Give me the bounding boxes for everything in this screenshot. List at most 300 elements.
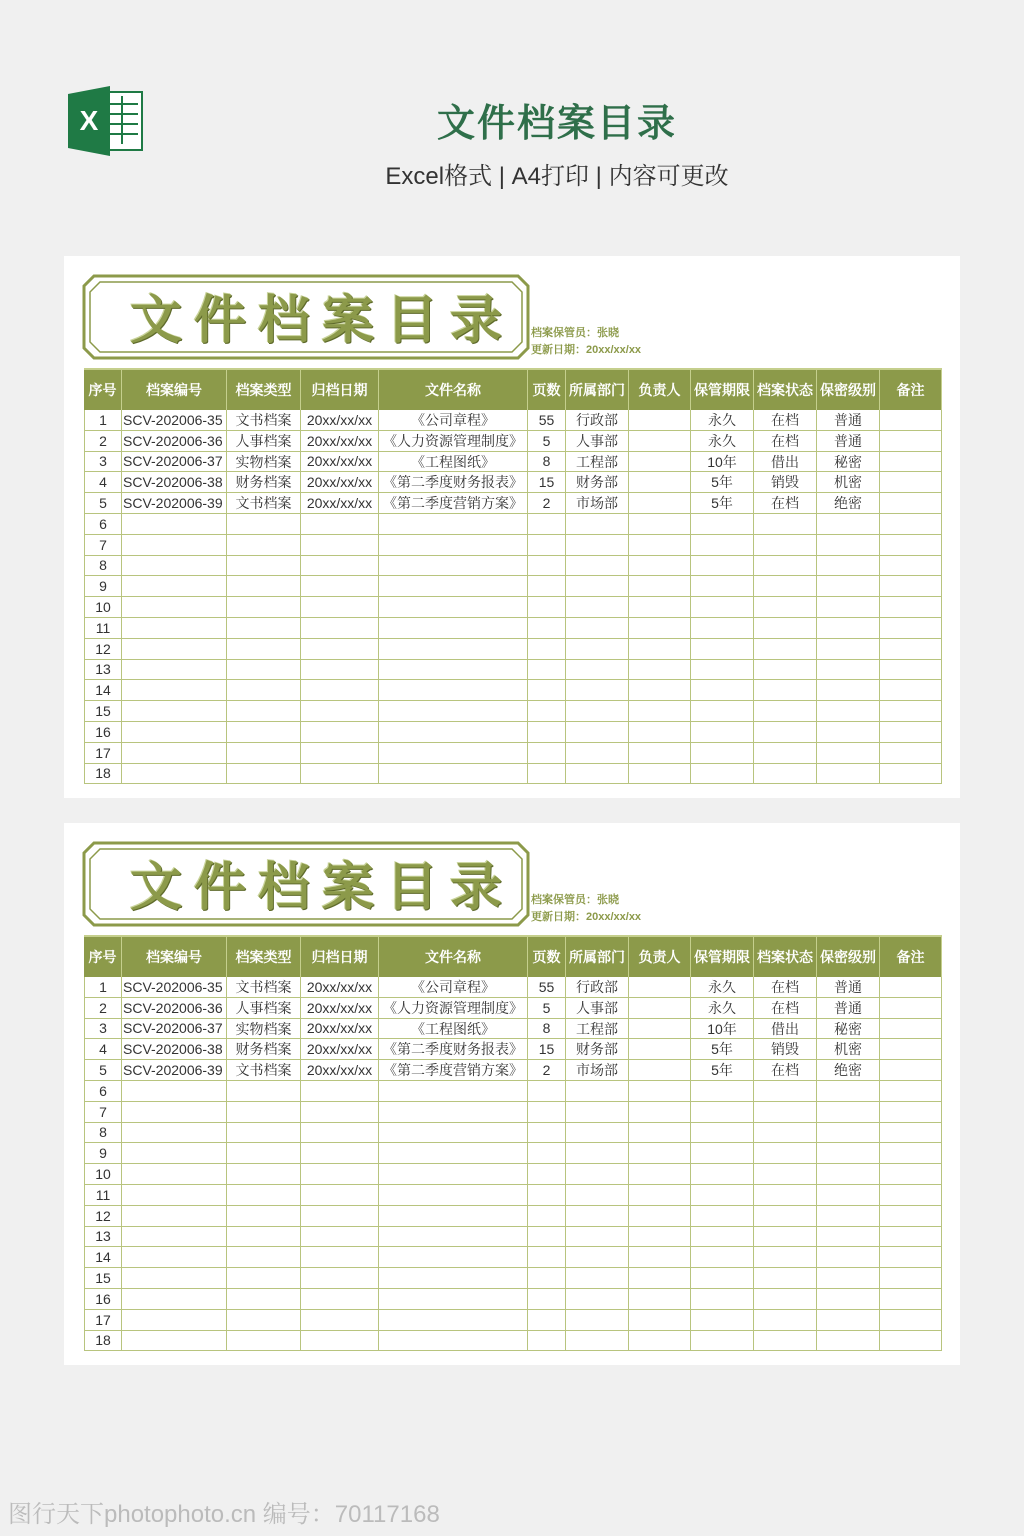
table-cell[interactable] bbox=[122, 1247, 227, 1267]
table-cell[interactable]: 13 bbox=[84, 660, 122, 680]
table-cell[interactable] bbox=[880, 1331, 942, 1351]
table-cell[interactable] bbox=[227, 597, 301, 617]
table-cell[interactable]: 5年 bbox=[691, 493, 754, 513]
table-cell[interactable] bbox=[122, 680, 227, 700]
table-cell[interactable]: 《人力资源管理制度》 bbox=[379, 998, 528, 1018]
table-cell[interactable]: 人事部 bbox=[566, 431, 629, 451]
table-cell[interactable] bbox=[880, 1039, 942, 1059]
table-cell[interactable]: 5 bbox=[528, 431, 566, 451]
table-cell[interactable] bbox=[528, 597, 566, 617]
table-cell[interactable] bbox=[528, 1268, 566, 1288]
table-cell[interactable] bbox=[566, 514, 629, 534]
column-header[interactable]: 保管期限 bbox=[691, 370, 754, 410]
table-cell[interactable] bbox=[754, 701, 817, 721]
table-cell[interactable]: 11 bbox=[84, 618, 122, 638]
table-cell[interactable] bbox=[817, 556, 880, 576]
table-cell[interactable] bbox=[227, 1206, 301, 1226]
table-cell[interactable]: 秘密 bbox=[817, 1019, 880, 1039]
table-cell[interactable]: 20xx/xx/xx bbox=[301, 1019, 379, 1039]
column-header[interactable]: 负责人 bbox=[629, 370, 691, 410]
table-cell[interactable] bbox=[528, 535, 566, 555]
table-cell[interactable] bbox=[817, 722, 880, 742]
table-cell[interactable] bbox=[629, 1123, 691, 1143]
table-cell[interactable] bbox=[227, 722, 301, 742]
table-cell[interactable] bbox=[629, 1289, 691, 1309]
table-cell[interactable] bbox=[528, 639, 566, 659]
table-cell[interactable] bbox=[629, 1102, 691, 1122]
table-cell[interactable]: 20xx/xx/xx bbox=[301, 431, 379, 451]
table-cell[interactable]: 1 bbox=[84, 977, 122, 997]
table-cell[interactable] bbox=[880, 1081, 942, 1101]
table-cell[interactable]: 文书档案 bbox=[227, 410, 301, 430]
table-cell[interactable] bbox=[301, 660, 379, 680]
table-cell[interactable] bbox=[528, 660, 566, 680]
table-cell[interactable] bbox=[301, 1247, 379, 1267]
table-cell[interactable] bbox=[301, 535, 379, 555]
table-cell[interactable]: 普通 bbox=[817, 977, 880, 997]
table-cell[interactable] bbox=[528, 1289, 566, 1309]
table-cell[interactable] bbox=[629, 1019, 691, 1039]
table-cell[interactable] bbox=[629, 1331, 691, 1351]
table-cell[interactable] bbox=[880, 1268, 942, 1288]
table-cell[interactable] bbox=[379, 1143, 528, 1163]
table-cell[interactable] bbox=[817, 535, 880, 555]
table-cell[interactable] bbox=[817, 1289, 880, 1309]
table-cell[interactable] bbox=[880, 722, 942, 742]
table-cell[interactable] bbox=[301, 1227, 379, 1247]
table-cell[interactable] bbox=[754, 618, 817, 638]
table-cell[interactable] bbox=[629, 722, 691, 742]
table-cell[interactable] bbox=[566, 535, 629, 555]
table-cell[interactable] bbox=[227, 1310, 301, 1330]
table-cell[interactable]: 2 bbox=[528, 493, 566, 513]
table-cell[interactable] bbox=[379, 576, 528, 596]
table-cell[interactable] bbox=[379, 1185, 528, 1205]
table-cell[interactable] bbox=[629, 431, 691, 451]
table-cell[interactable] bbox=[817, 597, 880, 617]
table-cell[interactable] bbox=[880, 1123, 942, 1143]
table-cell[interactable] bbox=[528, 1164, 566, 1184]
table-cell[interactable] bbox=[528, 1206, 566, 1226]
table-cell[interactable]: 永久 bbox=[691, 410, 754, 430]
table-cell[interactable]: 人事部 bbox=[566, 998, 629, 1018]
table-cell[interactable]: 5 bbox=[84, 1060, 122, 1080]
table-cell[interactable] bbox=[880, 1143, 942, 1163]
table-cell[interactable]: 15 bbox=[84, 1268, 122, 1288]
table-cell[interactable]: 工程部 bbox=[566, 452, 629, 472]
table-cell[interactable] bbox=[301, 1310, 379, 1330]
table-cell[interactable] bbox=[629, 1310, 691, 1330]
table-cell[interactable]: 5年 bbox=[691, 1039, 754, 1059]
table-cell[interactable]: 人事档案 bbox=[227, 998, 301, 1018]
table-cell[interactable] bbox=[227, 618, 301, 638]
table-cell[interactable]: 5 bbox=[84, 493, 122, 513]
table-cell[interactable] bbox=[691, 1164, 754, 1184]
table-cell[interactable] bbox=[754, 680, 817, 700]
table-cell[interactable] bbox=[629, 452, 691, 472]
table-cell[interactable] bbox=[691, 1331, 754, 1351]
table-cell[interactable] bbox=[691, 576, 754, 596]
table-cell[interactable]: 20xx/xx/xx bbox=[301, 410, 379, 430]
table-cell[interactable] bbox=[754, 1185, 817, 1205]
table-cell[interactable] bbox=[301, 722, 379, 742]
table-cell[interactable]: 普通 bbox=[817, 998, 880, 1018]
table-cell[interactable] bbox=[122, 1102, 227, 1122]
table-cell[interactable] bbox=[691, 1123, 754, 1143]
table-cell[interactable] bbox=[880, 1185, 942, 1205]
table-cell[interactable] bbox=[691, 701, 754, 721]
table-cell[interactable] bbox=[754, 576, 817, 596]
table-cell[interactable] bbox=[754, 1247, 817, 1267]
table-cell[interactable]: 20xx/xx/xx bbox=[301, 493, 379, 513]
table-cell[interactable]: 8 bbox=[528, 452, 566, 472]
table-cell[interactable]: 4 bbox=[84, 472, 122, 492]
table-cell[interactable] bbox=[379, 1081, 528, 1101]
column-header[interactable]: 归档日期 bbox=[301, 937, 379, 977]
column-header[interactable]: 档案编号 bbox=[122, 937, 227, 977]
table-cell[interactable] bbox=[122, 1164, 227, 1184]
table-cell[interactable]: 6 bbox=[84, 514, 122, 534]
table-cell[interactable] bbox=[379, 743, 528, 763]
column-header[interactable]: 序号 bbox=[84, 937, 122, 977]
table-cell[interactable]: 8 bbox=[84, 556, 122, 576]
table-cell[interactable]: 文书档案 bbox=[227, 493, 301, 513]
table-cell[interactable]: 55 bbox=[528, 977, 566, 997]
table-cell[interactable] bbox=[227, 680, 301, 700]
table-cell[interactable] bbox=[301, 556, 379, 576]
table-cell[interactable] bbox=[566, 1289, 629, 1309]
table-cell[interactable] bbox=[301, 514, 379, 534]
table-cell[interactable]: 行政部 bbox=[566, 977, 629, 997]
table-cell[interactable] bbox=[566, 1227, 629, 1247]
table-cell[interactable] bbox=[691, 1247, 754, 1267]
table-cell[interactable] bbox=[227, 576, 301, 596]
table-cell[interactable] bbox=[880, 1102, 942, 1122]
column-header[interactable]: 备注 bbox=[880, 937, 942, 977]
table-cell[interactable]: 9 bbox=[84, 1143, 122, 1163]
table-cell[interactable] bbox=[691, 1081, 754, 1101]
table-cell[interactable] bbox=[379, 701, 528, 721]
table-cell[interactable] bbox=[817, 576, 880, 596]
table-cell[interactable] bbox=[629, 1060, 691, 1080]
table-cell[interactable]: SCV-202006-38 bbox=[122, 472, 227, 492]
table-cell[interactable]: 《工程图纸》 bbox=[379, 452, 528, 472]
table-cell[interactable] bbox=[691, 680, 754, 700]
table-cell[interactable] bbox=[691, 1206, 754, 1226]
table-cell[interactable] bbox=[528, 1185, 566, 1205]
table-cell[interactable] bbox=[817, 680, 880, 700]
table-cell[interactable] bbox=[880, 1310, 942, 1330]
table-cell[interactable]: 绝密 bbox=[817, 493, 880, 513]
table-cell[interactable]: 10 bbox=[84, 1164, 122, 1184]
table-cell[interactable]: 在档 bbox=[754, 1060, 817, 1080]
table-cell[interactable] bbox=[528, 680, 566, 700]
column-header[interactable]: 档案类型 bbox=[227, 370, 301, 410]
table-cell[interactable] bbox=[754, 639, 817, 659]
table-cell[interactable] bbox=[379, 1331, 528, 1351]
table-cell[interactable] bbox=[880, 660, 942, 680]
table-cell[interactable]: 在档 bbox=[754, 977, 817, 997]
table-cell[interactable] bbox=[817, 639, 880, 659]
table-cell[interactable]: 借出 bbox=[754, 452, 817, 472]
table-cell[interactable] bbox=[754, 535, 817, 555]
table-cell[interactable]: 11 bbox=[84, 1185, 122, 1205]
table-cell[interactable] bbox=[528, 743, 566, 763]
table-cell[interactable] bbox=[629, 1247, 691, 1267]
table-cell[interactable] bbox=[880, 977, 942, 997]
table-cell[interactable]: 20xx/xx/xx bbox=[301, 1060, 379, 1080]
table-cell[interactable] bbox=[301, 1081, 379, 1101]
table-cell[interactable] bbox=[227, 660, 301, 680]
table-cell[interactable] bbox=[880, 431, 942, 451]
column-header[interactable]: 序号 bbox=[84, 370, 122, 410]
column-header[interactable]: 文件名称 bbox=[379, 937, 528, 977]
table-cell[interactable] bbox=[754, 1164, 817, 1184]
table-cell[interactable]: 8 bbox=[84, 1123, 122, 1143]
table-cell[interactable] bbox=[379, 535, 528, 555]
table-cell[interactable] bbox=[122, 1123, 227, 1143]
table-cell[interactable]: 《第二季度营销方案》 bbox=[379, 1060, 528, 1080]
table-cell[interactable]: 20xx/xx/xx bbox=[301, 452, 379, 472]
table-cell[interactable]: SCV-202006-36 bbox=[122, 431, 227, 451]
table-cell[interactable] bbox=[566, 1268, 629, 1288]
table-cell[interactable]: 文书档案 bbox=[227, 1060, 301, 1080]
table-cell[interactable] bbox=[227, 1227, 301, 1247]
table-cell[interactable]: 行政部 bbox=[566, 410, 629, 430]
table-cell[interactable] bbox=[691, 764, 754, 784]
table-cell[interactable] bbox=[301, 1123, 379, 1143]
table-cell[interactable] bbox=[528, 1081, 566, 1101]
table-cell[interactable] bbox=[227, 514, 301, 534]
table-cell[interactable]: 市场部 bbox=[566, 493, 629, 513]
table-cell[interactable] bbox=[691, 1310, 754, 1330]
table-cell[interactable] bbox=[301, 1102, 379, 1122]
table-cell[interactable] bbox=[817, 701, 880, 721]
table-cell[interactable] bbox=[629, 977, 691, 997]
column-header[interactable]: 保管期限 bbox=[691, 937, 754, 977]
table-cell[interactable] bbox=[528, 701, 566, 721]
table-cell[interactable] bbox=[691, 722, 754, 742]
table-cell[interactable] bbox=[528, 556, 566, 576]
table-cell[interactable] bbox=[754, 1102, 817, 1122]
table-cell[interactable] bbox=[691, 1289, 754, 1309]
table-cell[interactable] bbox=[379, 1247, 528, 1267]
table-cell[interactable] bbox=[566, 618, 629, 638]
table-cell[interactable]: 15 bbox=[528, 1039, 566, 1059]
table-cell[interactable]: 财务档案 bbox=[227, 1039, 301, 1059]
table-cell[interactable] bbox=[379, 1289, 528, 1309]
table-cell[interactable]: 《第二季度财务报表》 bbox=[379, 472, 528, 492]
table-cell[interactable]: 在档 bbox=[754, 410, 817, 430]
table-cell[interactable]: 4 bbox=[84, 1039, 122, 1059]
table-cell[interactable] bbox=[379, 618, 528, 638]
table-cell[interactable] bbox=[629, 1143, 691, 1163]
table-cell[interactable] bbox=[880, 998, 942, 1018]
table-cell[interactable] bbox=[122, 639, 227, 659]
table-cell[interactable]: SCV-202006-37 bbox=[122, 1019, 227, 1039]
table-cell[interactable]: 3 bbox=[84, 452, 122, 472]
table-cell[interactable]: SCV-202006-35 bbox=[122, 977, 227, 997]
table-cell[interactable] bbox=[301, 1206, 379, 1226]
table-cell[interactable]: 市场部 bbox=[566, 1060, 629, 1080]
table-cell[interactable] bbox=[379, 722, 528, 742]
table-cell[interactable] bbox=[122, 660, 227, 680]
table-cell[interactable] bbox=[227, 556, 301, 576]
table-cell[interactable] bbox=[528, 618, 566, 638]
table-cell[interactable] bbox=[629, 660, 691, 680]
table-cell[interactable]: 在档 bbox=[754, 431, 817, 451]
table-cell[interactable] bbox=[880, 576, 942, 596]
table-cell[interactable]: 秘密 bbox=[817, 452, 880, 472]
table-cell[interactable]: 1 bbox=[84, 410, 122, 430]
table-cell[interactable]: 《公司章程》 bbox=[379, 410, 528, 430]
table-cell[interactable]: 5 bbox=[528, 998, 566, 1018]
table-cell[interactable]: 15 bbox=[528, 472, 566, 492]
column-header[interactable]: 文件名称 bbox=[379, 370, 528, 410]
table-cell[interactable] bbox=[629, 1227, 691, 1247]
table-cell[interactable]: 18 bbox=[84, 764, 122, 784]
table-cell[interactable] bbox=[122, 1081, 227, 1101]
table-cell[interactable] bbox=[301, 764, 379, 784]
table-cell[interactable] bbox=[629, 680, 691, 700]
table-cell[interactable]: 20xx/xx/xx bbox=[301, 1039, 379, 1059]
column-header[interactable]: 页数 bbox=[528, 937, 566, 977]
table-cell[interactable] bbox=[880, 680, 942, 700]
table-cell[interactable]: 20xx/xx/xx bbox=[301, 998, 379, 1018]
table-cell[interactable] bbox=[122, 1310, 227, 1330]
table-cell[interactable] bbox=[880, 472, 942, 492]
column-header[interactable]: 负责人 bbox=[629, 937, 691, 977]
table-cell[interactable] bbox=[754, 1331, 817, 1351]
table-cell[interactable] bbox=[301, 1268, 379, 1288]
column-header[interactable]: 档案编号 bbox=[122, 370, 227, 410]
table-cell[interactable]: 工程部 bbox=[566, 1019, 629, 1039]
table-cell[interactable] bbox=[566, 1185, 629, 1205]
table-cell[interactable] bbox=[301, 1143, 379, 1163]
table-cell[interactable] bbox=[629, 556, 691, 576]
table-cell[interactable] bbox=[817, 1227, 880, 1247]
table-cell[interactable] bbox=[691, 535, 754, 555]
table-cell[interactable] bbox=[227, 1102, 301, 1122]
table-cell[interactable] bbox=[629, 764, 691, 784]
table-cell[interactable]: 绝密 bbox=[817, 1060, 880, 1080]
table-cell[interactable]: 《第二季度营销方案》 bbox=[379, 493, 528, 513]
table-cell[interactable] bbox=[880, 701, 942, 721]
table-cell[interactable] bbox=[629, 1164, 691, 1184]
table-cell[interactable] bbox=[629, 410, 691, 430]
table-cell[interactable] bbox=[629, 1081, 691, 1101]
table-cell[interactable] bbox=[122, 576, 227, 596]
table-cell[interactable]: 《工程图纸》 bbox=[379, 1019, 528, 1039]
table-cell[interactable] bbox=[754, 1227, 817, 1247]
table-cell[interactable] bbox=[566, 743, 629, 763]
table-cell[interactable] bbox=[817, 1143, 880, 1163]
table-cell[interactable] bbox=[691, 556, 754, 576]
table-cell[interactable] bbox=[122, 1331, 227, 1351]
table-cell[interactable]: 8 bbox=[528, 1019, 566, 1039]
table-cell[interactable]: 实物档案 bbox=[227, 1019, 301, 1039]
table-cell[interactable] bbox=[528, 1143, 566, 1163]
table-cell[interactable]: 永久 bbox=[691, 431, 754, 451]
table-cell[interactable]: 13 bbox=[84, 1227, 122, 1247]
table-cell[interactable] bbox=[122, 556, 227, 576]
table-cell[interactable]: 财务部 bbox=[566, 1039, 629, 1059]
table-cell[interactable]: SCV-202006-35 bbox=[122, 410, 227, 430]
table-cell[interactable] bbox=[817, 1310, 880, 1330]
table-cell[interactable]: SCV-202006-39 bbox=[122, 1060, 227, 1080]
table-cell[interactable]: 12 bbox=[84, 639, 122, 659]
table-cell[interactable] bbox=[691, 618, 754, 638]
table-cell[interactable] bbox=[301, 618, 379, 638]
table-cell[interactable]: 文书档案 bbox=[227, 977, 301, 997]
table-cell[interactable] bbox=[566, 722, 629, 742]
table-cell[interactable] bbox=[528, 722, 566, 742]
table-cell[interactable]: 销毁 bbox=[754, 1039, 817, 1059]
table-cell[interactable]: 16 bbox=[84, 722, 122, 742]
table-cell[interactable]: 机密 bbox=[817, 472, 880, 492]
table-cell[interactable]: 14 bbox=[84, 680, 122, 700]
table-cell[interactable]: SCV-202006-38 bbox=[122, 1039, 227, 1059]
table-cell[interactable] bbox=[754, 1289, 817, 1309]
table-cell[interactable]: 17 bbox=[84, 743, 122, 763]
table-cell[interactable]: 实物档案 bbox=[227, 452, 301, 472]
table-cell[interactable] bbox=[817, 1185, 880, 1205]
table-cell[interactable]: 永久 bbox=[691, 977, 754, 997]
table-cell[interactable] bbox=[629, 998, 691, 1018]
table-cell[interactable] bbox=[566, 680, 629, 700]
table-cell[interactable] bbox=[528, 1102, 566, 1122]
table-cell[interactable] bbox=[227, 764, 301, 784]
table-cell[interactable] bbox=[880, 743, 942, 763]
table-cell[interactable]: 6 bbox=[84, 1081, 122, 1101]
table-cell[interactable] bbox=[122, 1185, 227, 1205]
table-cell[interactable] bbox=[379, 556, 528, 576]
table-cell[interactable] bbox=[817, 1206, 880, 1226]
table-cell[interactable]: 《公司章程》 bbox=[379, 977, 528, 997]
table-cell[interactable] bbox=[227, 639, 301, 659]
table-cell[interactable] bbox=[566, 556, 629, 576]
table-cell[interactable] bbox=[754, 1206, 817, 1226]
table-cell[interactable] bbox=[566, 1102, 629, 1122]
table-cell[interactable]: 10年 bbox=[691, 452, 754, 472]
table-cell[interactable] bbox=[691, 597, 754, 617]
table-cell[interactable]: 15 bbox=[84, 701, 122, 721]
table-cell[interactable] bbox=[817, 514, 880, 534]
table-cell[interactable] bbox=[122, 701, 227, 721]
table-cell[interactable] bbox=[754, 1310, 817, 1330]
table-cell[interactable]: SCV-202006-37 bbox=[122, 452, 227, 472]
table-cell[interactable] bbox=[691, 514, 754, 534]
table-cell[interactable]: 18 bbox=[84, 1331, 122, 1351]
table-cell[interactable] bbox=[528, 1123, 566, 1143]
table-cell[interactable] bbox=[566, 1247, 629, 1267]
table-cell[interactable] bbox=[629, 1039, 691, 1059]
table-cell[interactable] bbox=[880, 1289, 942, 1309]
table-cell[interactable] bbox=[566, 639, 629, 659]
table-cell[interactable] bbox=[122, 1289, 227, 1309]
table-cell[interactable] bbox=[528, 1331, 566, 1351]
table-cell[interactable]: 在档 bbox=[754, 493, 817, 513]
table-cell[interactable] bbox=[122, 1227, 227, 1247]
column-header[interactable]: 备注 bbox=[880, 370, 942, 410]
table-cell[interactable] bbox=[528, 1247, 566, 1267]
table-cell[interactable] bbox=[817, 618, 880, 638]
table-cell[interactable] bbox=[301, 743, 379, 763]
table-cell[interactable] bbox=[566, 764, 629, 784]
table-cell[interactable]: 销毁 bbox=[754, 472, 817, 492]
table-cell[interactable] bbox=[880, 618, 942, 638]
table-cell[interactable] bbox=[566, 1310, 629, 1330]
